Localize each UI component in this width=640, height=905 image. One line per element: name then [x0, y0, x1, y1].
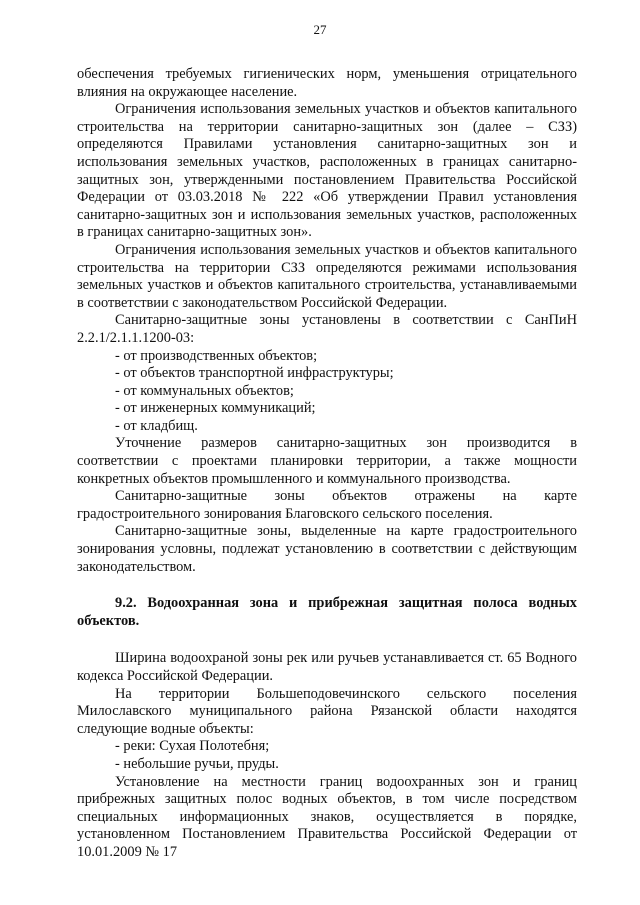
page-number: 27: [313, 22, 327, 37]
list-item: - небольшие ручьи, пруды.: [115, 755, 279, 772]
list-item: - реки: Сухая Полотебня;: [115, 738, 270, 755]
paragraph-water-width: Ширина водоохраной зоны рек или ручьев устанавливается ст. 65 Водного кодекса Российской Федерации.: [77, 650, 577, 684]
water-objects-list: [77, 738, 577, 773]
paragraph-continuation: обеспечения требуемых гигиенических норм, уменьшения отрицательного влияния на окружающее население.: [77, 66, 577, 100]
list-item: - от коммунальных объектов;: [115, 382, 294, 399]
paragraph-szz-restrictions: Ограничения использования земельных участков и объектов капитального строительства на территории санитарно-защитных зон (далее – СЗЗ) определяются Правилами установления санитарно-защитных зон и использования земельных участков, расположенных в границах санитарно-защитных зон, утвержденными постановлением Правительства Российской Федерации от 03.03.2018 № 222 «Об утверждении Правил установления санитарно-защитных зон и использования земельных участков, расположенных в границах санитарно-защитных зон».: [77, 101, 577, 241]
section-heading: 9.2. Водоохранная зона и прибрежная защитная полоса водных объектов.: [77, 595, 577, 629]
list-item: - от объектов транспортной инфраструктуры;: [115, 365, 394, 382]
paragraph-szz-clarification: Уточнение размеров санитарно-защитных зон производится в соответствии с проектами планировки территории, а также мощности конкретных объектов промышленного и коммунального производства.: [77, 435, 577, 487]
paragraph-szz-conditional: Санитарно-защитные зоны, выделенные на карте градостроительного зонирования условны, подлежат установлению в соответствии с действующим законодательством.: [77, 523, 577, 575]
paragraph-szz-sanpin: Санитарно-защитные зоны установлены в соответствии с СанПиН 2.2.1/2.1.1.1200-03:: [77, 312, 577, 346]
list-item: - от кладбищ.: [115, 417, 198, 434]
paragraph-szz-map: Санитарно-защитные зоны объектов отражены на карте градостроительного зонирования Благовского сельского поселения.: [77, 488, 577, 522]
paragraph-szz-regimes: Ограничения использования земельных участков и объектов капитального строительства на территории СЗЗ определяются режимами использования земельных участков и объектов капитального строительства, устанавливаемыми в соответствии с законодательством Российской Федерации.: [77, 241, 577, 311]
list-item: - от инженерных коммуникаций;: [115, 400, 316, 417]
list-item: - от производственных объектов;: [115, 347, 318, 364]
document-body: [77, 66, 577, 862]
paragraph-water-boundaries: Установление на местности границ водоохранных зон и границ прибрежных защитных полос водных объектов, в том числе посредством специальных информационных знаков, осуществляется в порядке, установленном Постановлением Правительства Российской Федерации от 10.01.2009 № 17: [77, 773, 577, 860]
szz-sources-list: [77, 348, 577, 436]
paragraph-water-objects: На территории Большеподовечинского сельского поселения Милославского муниципального района Рязанской области находятся следующие водные объекты:: [77, 685, 577, 737]
